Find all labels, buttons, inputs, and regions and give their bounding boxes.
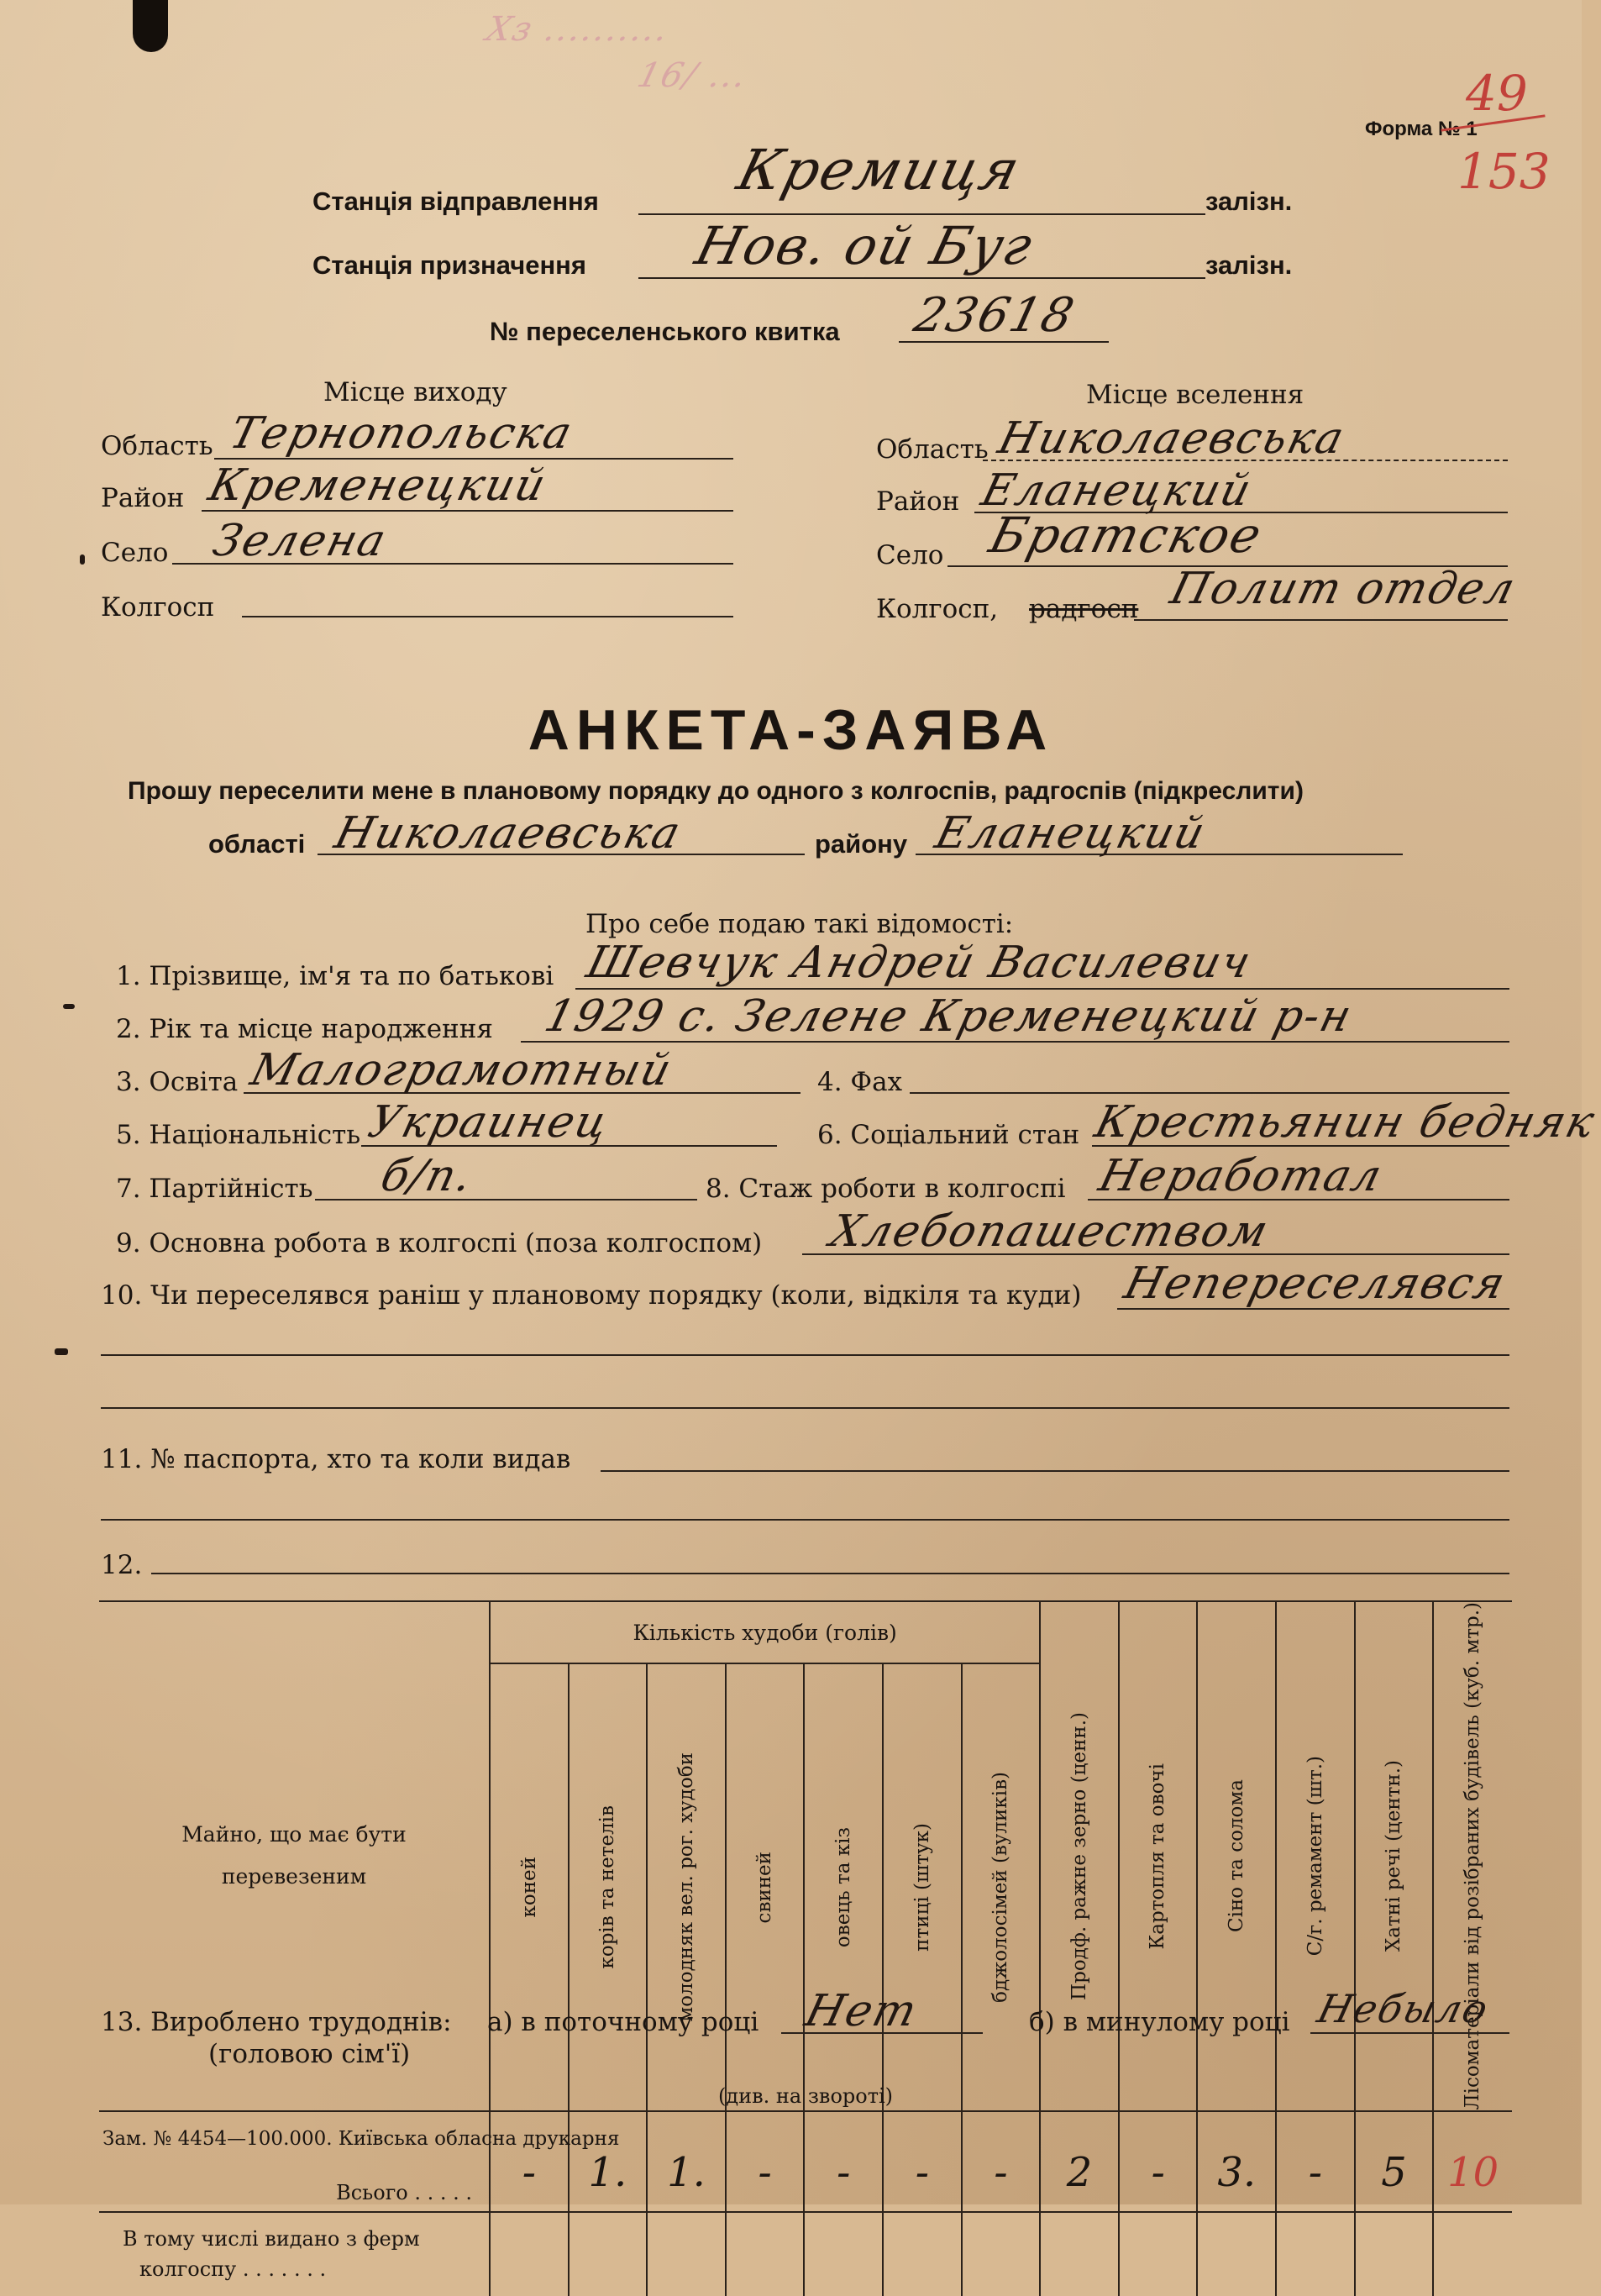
- field-11-line: [601, 1470, 1509, 1472]
- col-header-13-text: Лісоматеріали від розібраних будівель (куб. мтр.): [1462, 1602, 1484, 2110]
- workdays-previous-line: [1310, 2032, 1509, 2034]
- request-raion-value: Еланецкий: [930, 808, 1211, 859]
- workdays-previous-label: б) в минулому році: [1029, 2007, 1290, 2037]
- request-raion-label: району: [815, 829, 908, 859]
- destination-kolhosp-label: Колгосп,: [876, 594, 999, 624]
- col-header-12-text: Хатні речі (центн.): [1383, 1760, 1405, 1952]
- origin-selo-label: Село: [101, 538, 169, 568]
- field-3-label: 3. Освіта: [116, 1067, 239, 1097]
- col-header-13: [1433, 1601, 1512, 2111]
- col-header-1-text: коней: [517, 1857, 540, 1918]
- form-title: АНКЕТА-ЗАЯВА: [528, 698, 1054, 762]
- origin-heading: Місце виходу: [323, 377, 507, 407]
- origin-oblast-value: Тернопольска: [224, 408, 579, 459]
- margin-ink-mark-2: [55, 1348, 68, 1355]
- col-header-6: [883, 1663, 962, 2110]
- property-header-line-1: Майно, що має бути: [181, 1822, 407, 1847]
- col-header-6-text: птиці (штук): [911, 1823, 933, 1952]
- form-label: Форма № 1: [1365, 118, 1478, 140]
- farm-cell-12: [1355, 2212, 1434, 2296]
- departure-value: Кремиця: [731, 138, 1028, 202]
- col-header-5: [804, 1663, 883, 2110]
- field-7-line: [315, 1199, 697, 1201]
- destination-station-line: [638, 277, 1205, 279]
- table-row-farm: [99, 2212, 1512, 2296]
- destination-kolhosp-line: [1134, 619, 1508, 621]
- property-header-line-2: перевезеним: [221, 1864, 367, 1889]
- field-4-label: 4. Фах: [817, 1067, 903, 1097]
- farm-cell-4: [726, 2212, 805, 2296]
- field-4-line: [910, 1092, 1509, 1094]
- departure-rail-suffix: залізн.: [1205, 187, 1293, 216]
- origin-raion-value: Кременецкий: [203, 460, 553, 511]
- farm-cell-13: [1433, 2212, 1512, 2296]
- request-oblast-label: області: [208, 829, 306, 859]
- col-header-10-text: Сіно та солома: [1226, 1779, 1248, 1933]
- table-row-total: [99, 2111, 1512, 2212]
- total-cell-8: 2: [1040, 2111, 1119, 2212]
- field-12-line: [151, 1573, 1509, 1574]
- request-line: Прошу переселити мене в плановому порядку до одного з колгоспів, радгоспів (підкреслити): [128, 777, 1304, 805]
- total-cell-13: 10: [1433, 2111, 1512, 2212]
- ticket-value: 23618: [909, 288, 1081, 343]
- total-cell-5: -: [804, 2111, 883, 2212]
- field-9-label: 9. Основна робота в колгоспі (поза колгоспом): [116, 1228, 763, 1258]
- archive-number-top: 49: [1466, 65, 1528, 122]
- total-cell-2: 1.: [569, 2111, 648, 2212]
- destination-heading: Місце вселення: [1086, 380, 1304, 410]
- col-header-1: [490, 1663, 569, 2110]
- col-header-7: [962, 1663, 1041, 2110]
- destination-raion-label: Район: [876, 486, 960, 517]
- row-farm-label: [99, 2212, 490, 2296]
- farm-cell-10: [1197, 2212, 1276, 2296]
- total-cell-1: -: [490, 2111, 569, 2212]
- col-header-3-text: молодняк вел. рог. худоби: [675, 1752, 697, 2022]
- field-3-value: Малограмотный: [245, 1045, 678, 1095]
- total-cell-6: -: [883, 2111, 962, 2212]
- field-7-value: б/п.: [375, 1151, 479, 1201]
- total-cell-9: -: [1119, 2111, 1198, 2212]
- destination-selo-label: Село: [876, 540, 944, 570]
- field-1-label: 1. Прізвище, ім'я та по батькові: [116, 961, 554, 991]
- margin-ink-mark-1: [63, 1004, 75, 1009]
- field-10-value: Непереселявся: [1119, 1258, 1512, 1309]
- property-table: [99, 1600, 1512, 2296]
- field-8-value: Неработал: [1094, 1151, 1388, 1201]
- destination-radhosp-label: радгосп: [1029, 594, 1139, 624]
- destination-kolhosp-value: Полит отдел: [1165, 564, 1522, 614]
- farm-cell-6: [883, 2212, 962, 2296]
- row-farm-label-1: В тому числі видано з ферм: [123, 2227, 420, 2251]
- pale-note-1: Хз ..........: [482, 10, 674, 49]
- info-intro: Про себе подаю такі відомості:: [585, 909, 1014, 939]
- departure-label: Станція відправлення: [312, 187, 599, 216]
- destination-oblast-label: Область: [876, 434, 989, 465]
- destination-selo-value: Братское: [984, 507, 1269, 564]
- col-header-2: [569, 1663, 648, 2110]
- field-8-label: 8. Стаж роботи в колгоспі: [706, 1174, 1066, 1204]
- col-header-4-text: свиней: [753, 1851, 776, 1924]
- col-header-3: [647, 1663, 726, 2110]
- col-header-11-text: С/г. ремамент (шт.): [1304, 1756, 1326, 1957]
- field-5-value: Украинец: [363, 1097, 615, 1148]
- workdays-label-1: 13. Вироблено трудоднів:: [101, 2007, 452, 2037]
- row-total-label: Всього . . . . .: [99, 2111, 490, 2212]
- row-farm-label-2: колгоспу . . . . . . .: [139, 2257, 327, 2282]
- origin-kolhosp-line: [242, 616, 733, 617]
- destination-station-label: Станція призначення: [312, 250, 586, 280]
- col-header-2-text: корів та нетелів: [596, 1805, 619, 1969]
- total-cell-7: -: [962, 2111, 1041, 2212]
- farm-cell-7: [962, 2212, 1041, 2296]
- workdays-previous-value: Небыло: [1313, 1986, 1494, 2031]
- field-2-label: 2. Рік та місце народження: [116, 1014, 493, 1044]
- col-header-8-text: Продф. ражне зерно (ценн.): [1068, 1711, 1090, 2000]
- field-11-line-2: [101, 1519, 1509, 1521]
- archive-number-bottom: 153: [1457, 143, 1551, 200]
- field-10-label: 10. Чи переселявся раніш у плановому порядку (коли, відкіля та куди): [101, 1280, 1082, 1311]
- field-2-value: 1929 с. Зелене Кременецкий р-н: [539, 991, 1358, 1042]
- field-7-label: 7. Партійність: [116, 1174, 313, 1204]
- destination-rail-suffix: залізн.: [1205, 250, 1293, 280]
- total-cell-3: 1.: [647, 2111, 726, 2212]
- farm-cell-1: [490, 2212, 569, 2296]
- destination-station-value: Нов. ой Буг: [690, 215, 1040, 276]
- field-6-label: 6. Соціальний стан: [817, 1120, 1080, 1150]
- col-header-12: [1355, 1601, 1434, 2111]
- field-11-label: 11. № паспорта, хто та коли видав: [101, 1444, 571, 1474]
- farm-cell-9: [1119, 2212, 1198, 2296]
- col-header-7-text: бджолосімей (вуликів): [989, 1771, 1012, 2003]
- field-1-value: Шевчук Андрей Василевич: [581, 938, 1257, 988]
- origin-selo-value: Зелена: [207, 516, 392, 566]
- field-10-line-3: [101, 1407, 1509, 1409]
- total-cell-4: -: [726, 2111, 805, 2212]
- total-cell-11: -: [1276, 2111, 1355, 2212]
- origin-kolhosp-label: Колгосп: [101, 592, 215, 623]
- farm-cell-5: [804, 2212, 883, 2296]
- farm-cell-2: [569, 2212, 648, 2296]
- workdays-current-value: Нет: [800, 1986, 923, 2036]
- origin-raion-label: Район: [101, 483, 185, 513]
- col-header-4: [726, 1663, 805, 2110]
- workdays-current-label: а) в поточному році: [487, 2007, 759, 2037]
- field-6-value: Крестьянин бедняк: [1089, 1097, 1601, 1148]
- destination-oblast-value: Николаевська: [993, 413, 1351, 464]
- col-header-5-text: овець та кіз: [832, 1826, 855, 1947]
- field-5-label: 5. Національність: [116, 1120, 361, 1150]
- field-9-value: Хлебопашеством: [825, 1206, 1275, 1257]
- farm-cell-8: [1040, 2212, 1119, 2296]
- field-10-line-2: [101, 1354, 1509, 1356]
- col-header-9-text: Картопля та овочі: [1147, 1763, 1169, 1950]
- destination-raion-value: Еланецкий: [976, 465, 1257, 516]
- total-cell-10: 3.: [1197, 2111, 1276, 2212]
- field-12-label: 12.: [101, 1550, 143, 1580]
- corner-ink-blot: [133, 0, 168, 52]
- ticket-label: № переселенського квитка: [490, 317, 840, 346]
- workdays-label-2: (головою сім'ї): [208, 2039, 411, 2069]
- total-cell-12: 5: [1355, 2111, 1434, 2212]
- print-info: Зам. № 4454—100.000. Київська обласна друкарня: [102, 2128, 620, 2150]
- cattle-header: Кількість худоби (голів): [490, 1601, 1040, 1663]
- margin-ink-mark-3: [80, 554, 85, 565]
- farm-cell-3: [647, 2212, 726, 2296]
- request-oblast-value: Николаевська: [329, 808, 687, 859]
- origin-oblast-label: Область: [101, 431, 213, 461]
- pale-note-2: 16/ ...: [633, 56, 752, 95]
- farm-cell-11: [1276, 2212, 1355, 2296]
- turn-over-note: (див. на звороті): [718, 2084, 894, 2108]
- field-1-line: [575, 988, 1509, 990]
